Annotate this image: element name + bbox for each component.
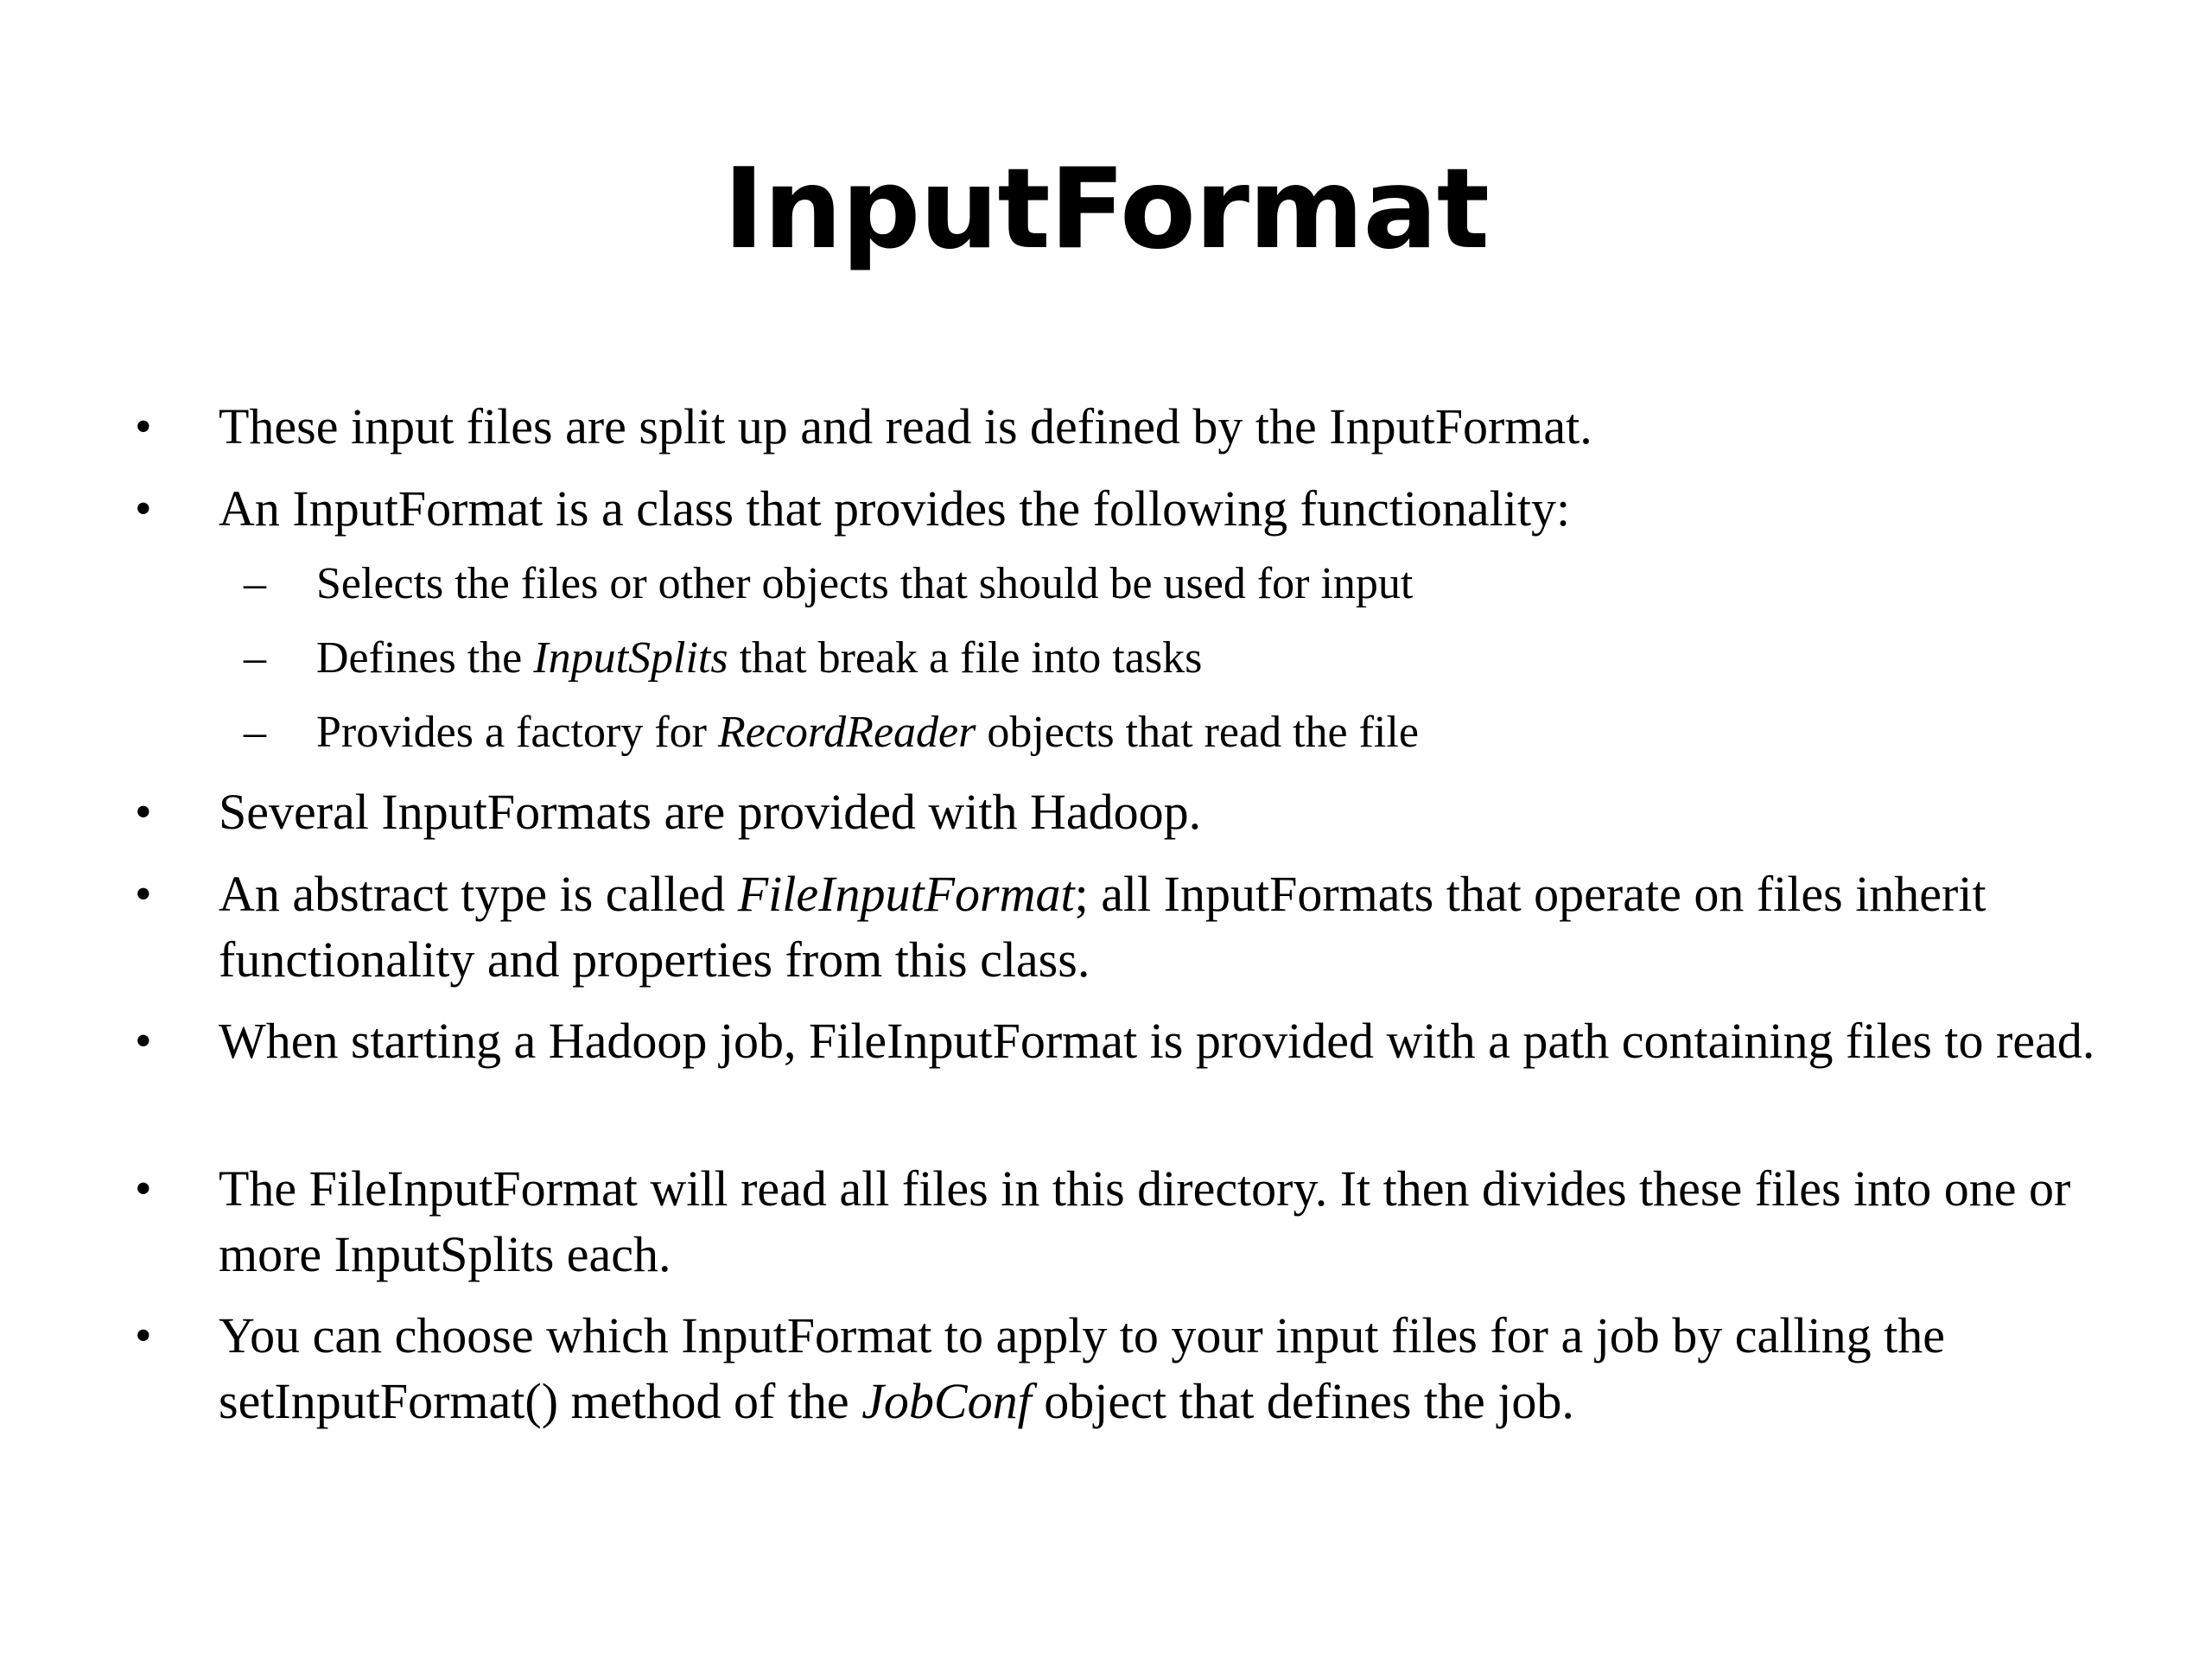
text-run: object that defines the job. xyxy=(1031,1373,1574,1429)
italic-term: RecordReader xyxy=(717,708,976,757)
text-run: objects that read the file xyxy=(976,708,1419,757)
bullet-icon: • xyxy=(135,482,152,536)
text-run: Defines the xyxy=(316,633,534,683)
sub-list-item-text xyxy=(316,629,2131,688)
italic-term: InputSplits xyxy=(533,633,728,683)
bullet-icon: • xyxy=(135,868,152,921)
dash-icon: – xyxy=(244,633,266,683)
slide-title: InputFormat xyxy=(723,145,1489,274)
dash-icon: – xyxy=(244,559,266,608)
list-item-text xyxy=(219,1303,2154,1434)
text-run: Provides a factory for xyxy=(316,708,718,757)
bullet-icon: • xyxy=(135,785,152,839)
list-item-text: These input files are split up and read is defined by the InputFormat. xyxy=(219,398,1592,454)
list-item-text: The FileInputFormat will read all files in this directory. It then divides these files into one or more InputSplits each. xyxy=(219,1160,2071,1282)
text-run: ; all InputFormats that operate on files inherit functionality and properties from this class. xyxy=(219,866,1986,988)
bullet-icon: • xyxy=(135,400,152,454)
text-run: You can choose which InputFormat to apply to your input files for a job by calling the setInputFormat() method of the xyxy=(219,1307,1945,1429)
list-item-text: Several InputFormats are provided with Hadoop. xyxy=(219,784,1202,840)
bullet-icon: • xyxy=(135,1309,152,1363)
italic-term: FileInputFormat xyxy=(737,866,1075,922)
text-run: An abstract type is called xyxy=(219,866,738,922)
bullet-icon: • xyxy=(135,1162,152,1216)
text-run: that break a file into tasks xyxy=(728,633,1203,683)
list-item-text: An InputFormat is a class that provides the following functionality: xyxy=(219,480,1571,537)
dash-icon: – xyxy=(244,708,266,757)
list-item-text xyxy=(219,861,2154,993)
sub-list-item-text xyxy=(316,703,2131,762)
sub-list-item-text: Selects the files or other objects that should be used for input xyxy=(316,559,1414,608)
italic-term: JobConf xyxy=(861,1373,1032,1429)
list-item-text: When starting a Hadoop job, FileInputFormat is provided with a path containing files to read. xyxy=(219,1013,2095,1069)
bullet-icon: • xyxy=(135,1014,152,1068)
